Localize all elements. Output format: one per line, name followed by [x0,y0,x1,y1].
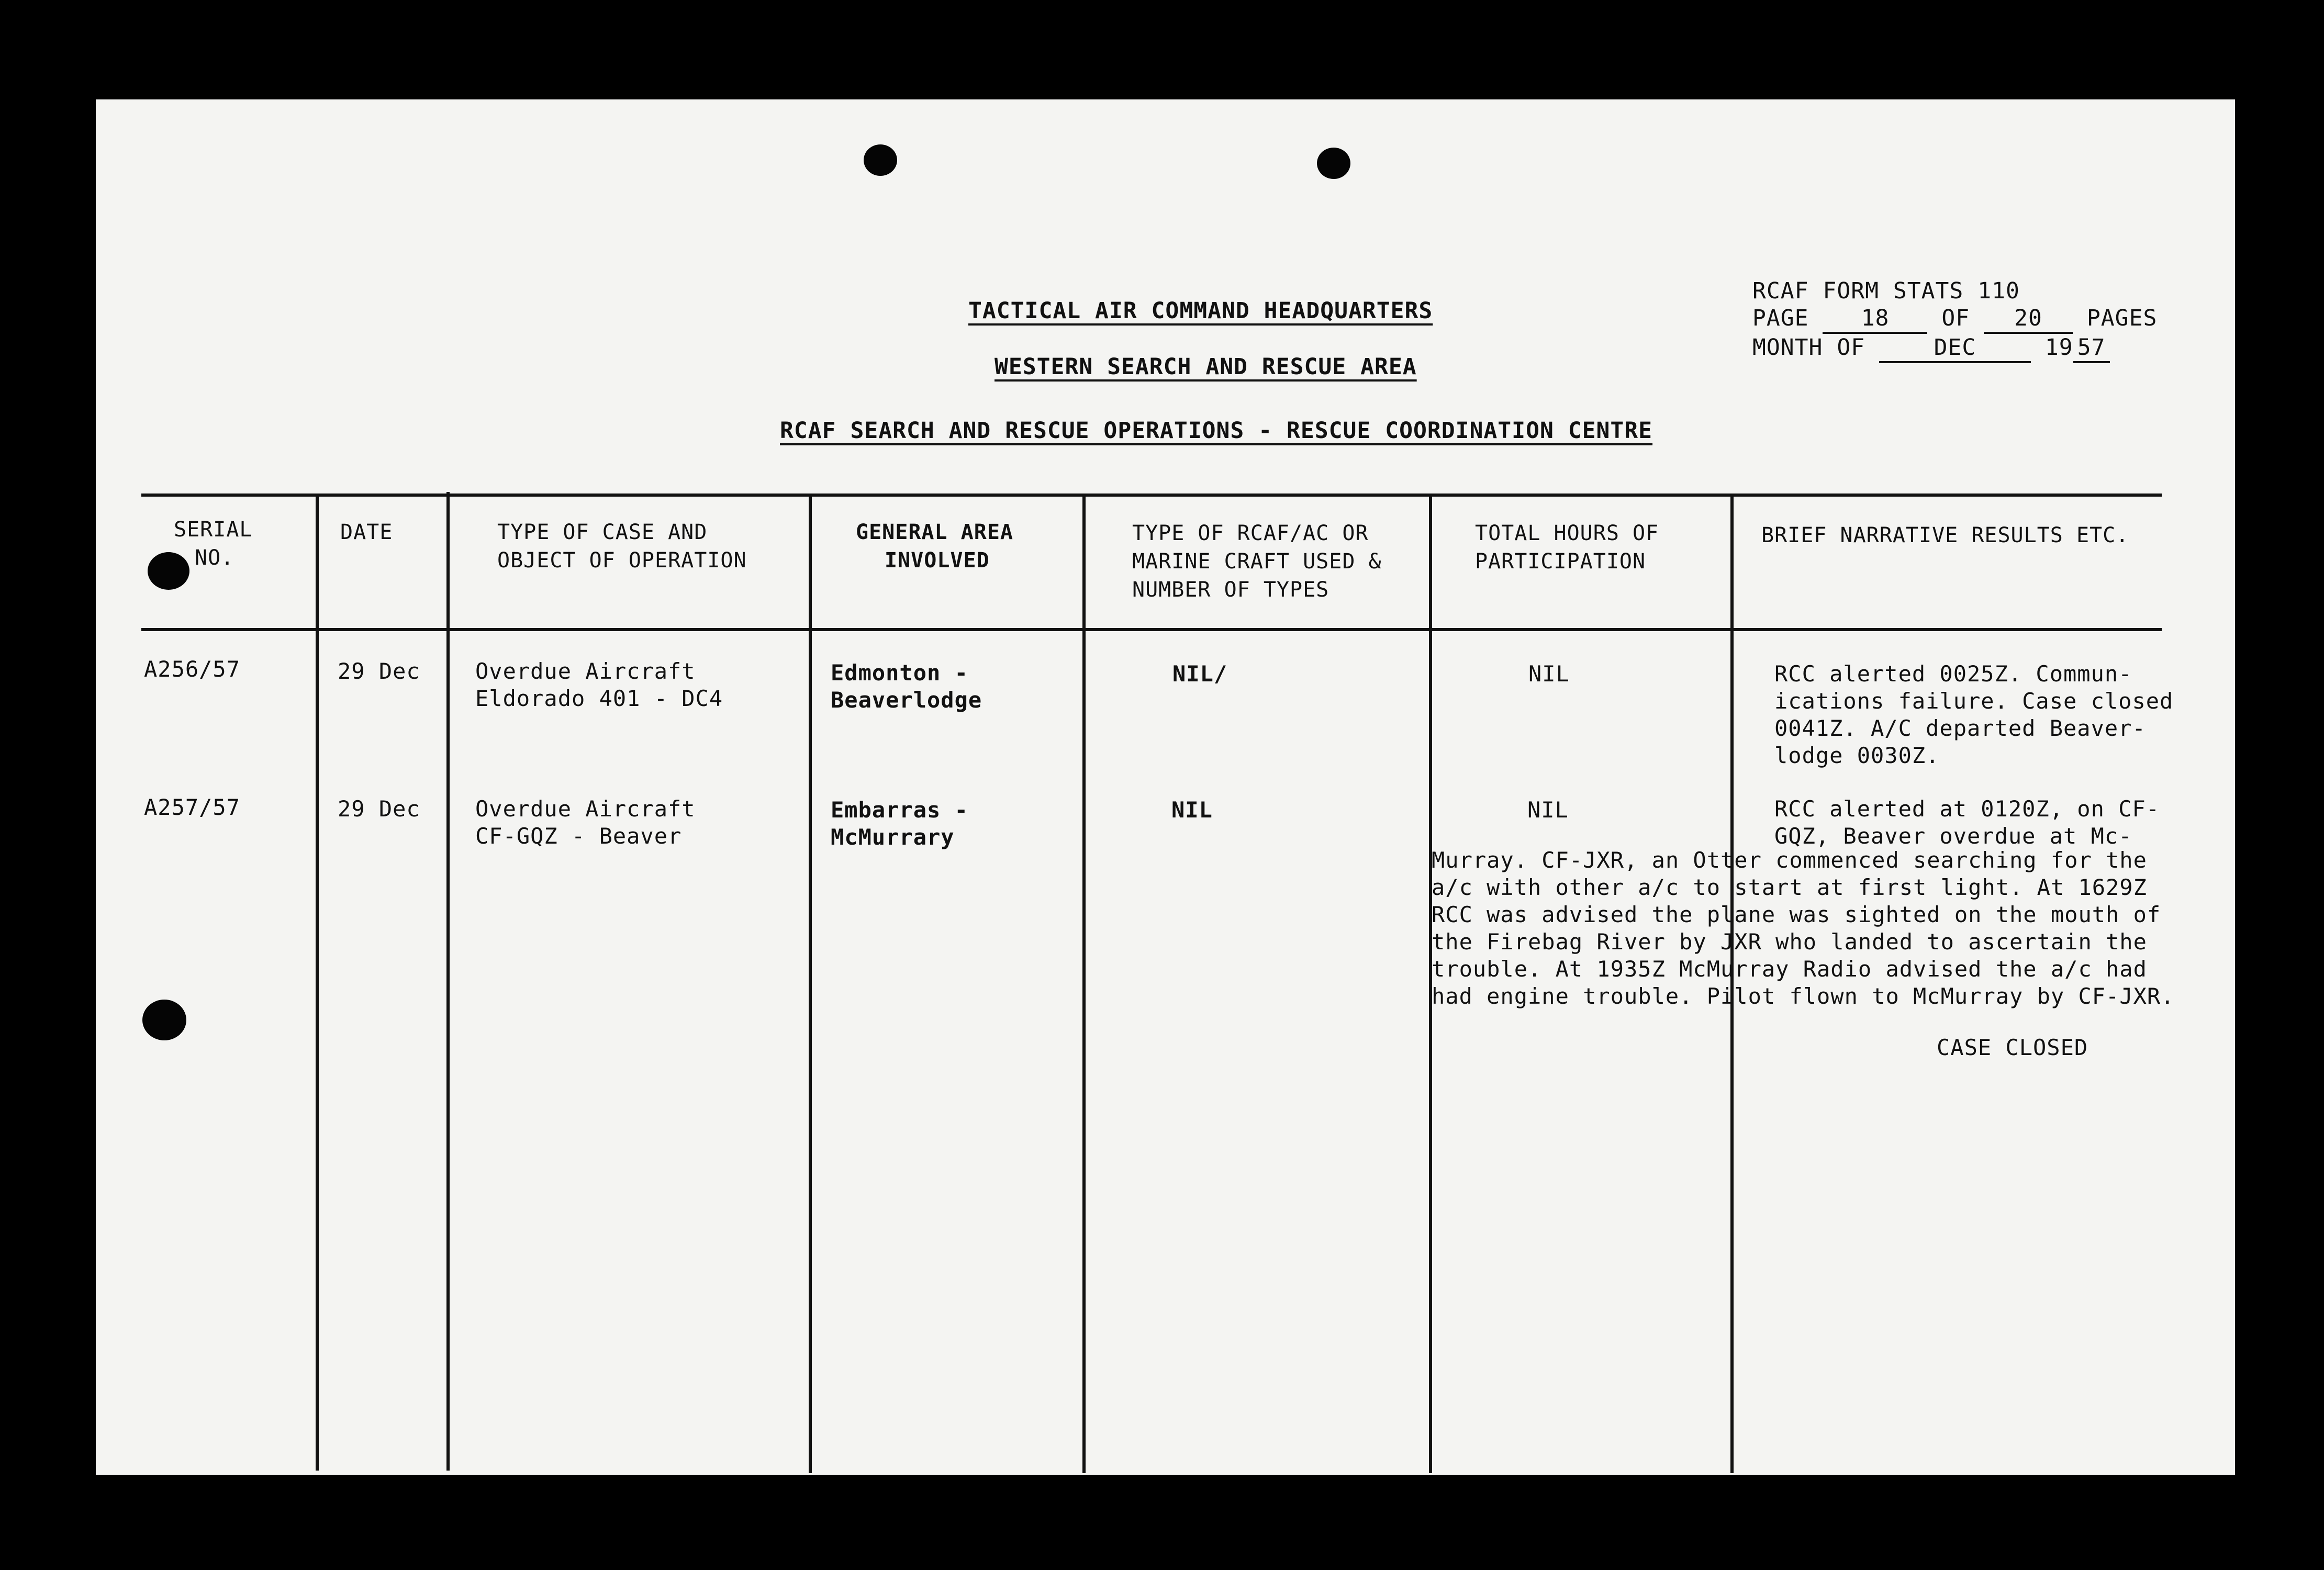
page-number: 18 [1823,305,1927,334]
month-label: MONTH OF [1752,334,1865,361]
col-header-date: DATE [340,520,393,544]
year-prefix: 19 [2044,334,2073,361]
col-header-craft: TYPE OF RCAF/AC OR MARINE CRAFT USED & NUMBER OF TYPES [1132,521,1382,602]
form-name: RCAF FORM STATS 110 [1752,278,2020,304]
form-page-line [1752,305,2157,334]
row2-date: 29 Dec [338,796,420,822]
column-divider [446,492,450,1471]
punch-hole [142,1000,186,1040]
col-header-narrative: BRIEF NARRATIVE RESULTS ETC. [1761,523,2129,547]
column-divider [316,495,319,1471]
row1-narrative: RCC alerted 0025Z. Commun- ications failure. Case closed 0041Z. A/C departed Beaver- lodge 0030Z. [1774,661,2174,768]
col-header-serial: SERIAL NO. [174,518,253,570]
heading-area: WESTERN SEARCH AND RESCUE AREA [995,354,1417,380]
row1-area: Edmonton - Beaverlodge [831,660,982,713]
col-header-hours: TOTAL HOURS OF PARTICIPATION [1475,521,1659,574]
row2-narrative: RCC alerted at 0120Z, on CF- GQZ, Beaver overdue at Mc- [1774,796,2160,849]
of-label: OF [1941,305,1970,331]
col-header-type-case: TYPE OF CASE AND OBJECT OF OPERATION [497,520,747,573]
pages-label: PAGES [2086,305,2158,331]
table-top-rule [141,494,2162,497]
row2-type-case: Overdue Aircraft CF-GQZ - Beaver [475,796,696,849]
form-month-line [1752,334,2110,363]
page-total: 20 [1984,305,2073,334]
col-header-area: GENERAL AREA INVOLVED [856,520,1013,573]
row1-date: 29 Dec [338,658,420,684]
row2-hours: NIL [1527,797,1569,823]
row2-craft: NIL [1171,797,1213,823]
year-value: 57 [2073,334,2110,363]
punch-hole [864,144,897,176]
row1-type-case: Overdue Aircraft Eldorado 401 - DC4 [475,658,723,711]
month-value: DEC [1879,334,2031,363]
heading-command: TACTICAL AIR COMMAND HEADQUARTERS [968,298,1433,324]
row1-craft: NIL/ [1172,661,1228,687]
punch-hole [1317,148,1350,179]
page-label: PAGE [1752,305,1809,331]
row1-serial: A256/57 [144,656,241,682]
row2-serial: A257/57 [144,794,241,820]
row2-narrative-continued: Murray. CF-JXR, an Otter commenced searching for the a/c with other a/c to start at first light. At 1629Z RCC was advised the plane was sighted on the mouth of the Firebag River by JXR who landed to ascertain the trouble. At 1935Z McMurray Radio advised the a/c had had engine trouble. Pilot flown to McMurray by CF-JXR. [1432,847,2175,1009]
row1-hours: NIL [1528,661,1570,687]
column-divider [1082,495,1086,1473]
row2-area: Embarras - McMurrary [831,797,968,850]
column-divider [809,495,812,1473]
heading-operations: RCAF SEARCH AND RESCUE OPERATIONS - RESCUE COORDINATION CENTRE [780,418,1653,444]
row2-case-closed: CASE CLOSED [1937,1035,2088,1060]
table-header-rule [141,628,2162,631]
